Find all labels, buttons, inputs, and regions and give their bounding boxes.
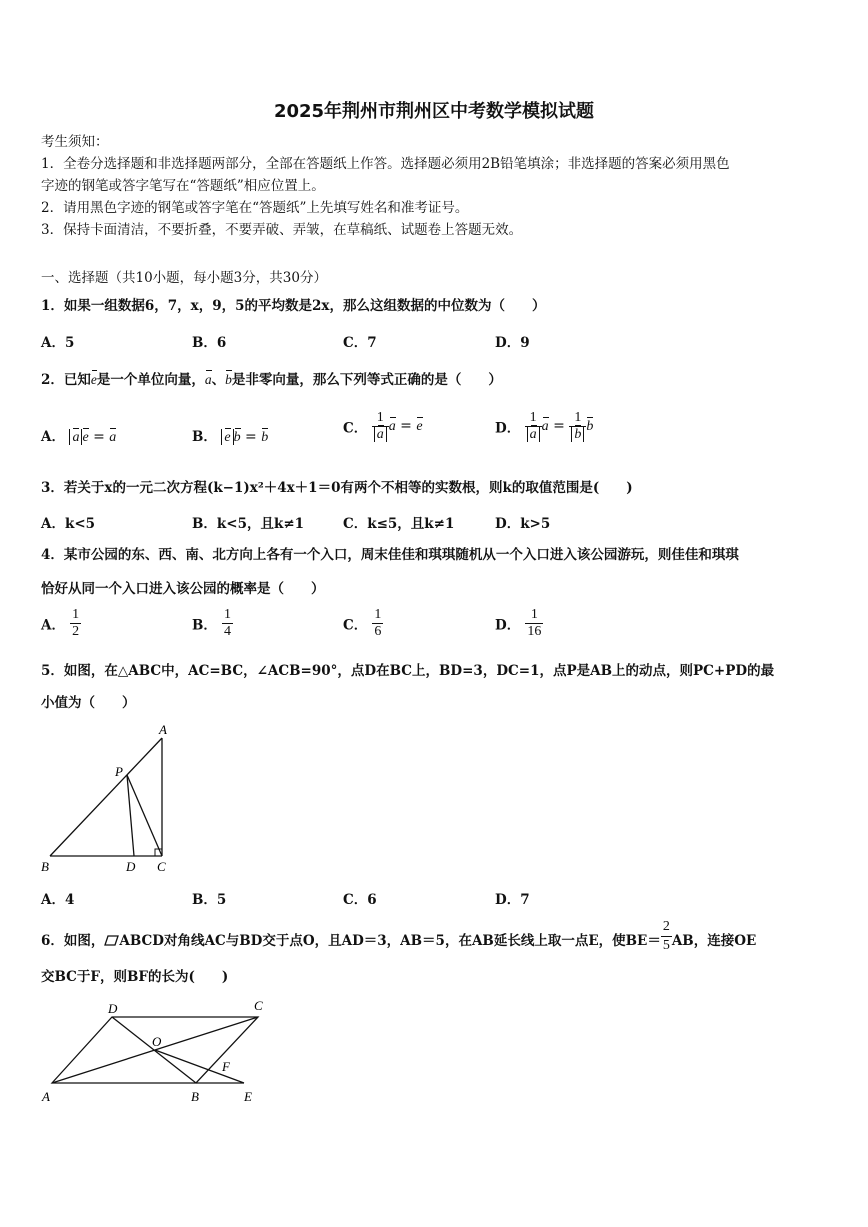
label-d: D [108,1001,118,1016]
question-1-option-c: C．7 [343,335,377,351]
numerator: 1 [376,410,384,425]
math-b: b [586,418,594,434]
notice-item-3: 3．保持卡面清洁，不要折叠，不要弄破、弄皱，在草稿纸、试题卷上答题无效。 [41,222,523,238]
question-6-stem-line-1 [41,919,757,955]
fraction [222,607,233,640]
question-4-option-b [192,607,233,640]
question-6-stem-part-3: AB，连接OE [671,933,757,949]
fraction-two-fifths [661,918,672,955]
option-label: D． [495,617,521,634]
question-6-stem-line-2: 交BC于F，则BF的长为( ) [41,969,229,985]
math-a: a [529,427,537,442]
vector-a: a [204,372,212,387]
label-a: A [159,722,167,737]
question-2-stem-part-1: 2．已知 [41,372,91,388]
math-eq: = [93,429,105,445]
parallelogram-figure [36,995,276,1110]
numerator: 1 [374,607,382,622]
label-c: C [254,998,263,1013]
question-1-option-d: D．9 [495,335,530,351]
question-5-stem-line-1: 5．如图，在△ABC中，AC=BC，∠ACB=90°，点D在BC上，BD=3，DC=1，点P是AB上的动点，则PC+PD的最 [41,663,775,679]
option-label: A． [41,617,65,634]
math-e: e [416,419,423,434]
label-c: C [157,859,166,874]
segment-oe [155,1050,244,1083]
notice-item-2: 2．请用黑色字迹的钢笔或答字笔在“答题纸”上先填写姓名和准考证号。 [41,200,469,216]
fraction [70,607,81,640]
diagonal-bd [112,1017,196,1083]
segment-pc [127,775,162,856]
question-2-option-a [41,425,116,446]
numerator: 1 [574,410,582,425]
option-label: C． [343,617,368,634]
label-p: P [115,764,123,779]
math-e: e [224,430,231,445]
fraction [372,607,383,640]
question-3-option-d: D．k>5 [495,516,551,532]
math-a: a [541,419,549,434]
question-5-stem-line-2: 小值为（ ） [41,695,136,711]
math-e: e [82,430,89,445]
label-b: B [41,859,49,874]
question-1-option-b: B．6 [192,335,227,351]
math-eq: = [400,418,412,434]
math-b: b [233,430,241,445]
label-b: B [191,1089,199,1104]
vector-b: b [225,372,232,387]
question-6-stem-part-1: 6．如图， [41,933,105,949]
fraction [525,607,543,640]
label-a: A [42,1089,50,1104]
math-a: a [72,430,80,445]
question-5-option-b: B．5 [192,892,227,908]
label-o: O [152,1034,162,1049]
question-2-stem-part-2: 是一个单位向量， [96,372,205,388]
math-a: a [376,427,384,442]
fraction [372,410,389,443]
question-2-stem [41,371,502,389]
question-3-option-b: B．k<5，且k≠1 [192,516,305,532]
question-6-stem-part-2: ABCD对角线AC与BD交于点O，且AD＝3，AB＝5，在AB延长线上取一点E，使BE＝ [119,933,661,949]
numerator: 2 [662,919,670,934]
notice-item-1-line-1: 1．全卷分选择题和非选择题两部分，全部在答题纸上作答。选择题必须用2B铅笔填涂；非选择题的答案必须用黑色 [41,156,730,172]
question-2-option-d [495,410,593,443]
option-label: C． [343,420,368,437]
question-2-stem-sep: 、 [211,372,226,388]
question-5-option-a: A．4 [41,892,75,908]
question-4-stem-line-1: 4．某市公园的东、西、南、北方向上各有一个入口，周末佳佳和琪琪随机从一个入口进入该公园游玩，则佳佳和琪琪 [41,547,739,563]
question-2-option-b [192,425,268,446]
option-label: D． [495,420,521,437]
math-eq: = [245,429,257,445]
question-5-option-c: C．6 [343,892,377,908]
denominator: 5 [662,938,670,953]
question-5-option-d: D．7 [495,892,530,908]
numerator: 1 [72,607,80,622]
question-3-option-a: A．k<5 [41,516,96,532]
question-1-stem: 1．如果一组数据6，7，x，9，5的平均数是2x，那么这组数据的中位数为（ ） [41,298,546,314]
question-3-option-c: C．k≤5，且k≠1 [343,516,455,532]
question-4-option-a [41,607,81,640]
question-2-stem-part-3: 是非零向量，那么下列等式正确的是（ ） [231,372,502,388]
math-b: b [574,427,582,442]
numerator: 1 [530,607,538,622]
denominator: 4 [224,624,232,639]
label-d: D [126,859,136,874]
question-4-option-c [343,607,383,640]
parallelogram-symbol [104,935,119,946]
math-a: a [388,419,396,434]
question-4-stem-line-2: 恰好从同一个入口进入该公园的概率是（ ） [41,581,325,597]
label-e: E [244,1089,252,1104]
option-label: A． [41,429,65,445]
segment-ab [50,738,162,856]
page-title: 2025年荆州市荆州区中考数学模拟试题 [273,101,595,122]
denominator: 16 [527,624,542,639]
fraction [525,410,542,443]
question-3-stem: 3．若关于x的一元二次方程(k−1)x²＋4x＋1＝0有两个不相等的实数根，则k的取值范围是( ) [41,480,633,496]
denominator: 2 [72,624,80,639]
question-4-option-d [495,607,543,640]
math-b: b [261,430,269,445]
question-2-option-c [343,410,423,443]
math-eq: = [553,418,565,434]
vector-e: e [90,372,97,387]
fraction [569,410,586,443]
section-heading: 一、选择题（共10小题，每小题3分，共30分） [41,270,327,286]
denominator: 6 [374,624,382,639]
numerator: 1 [529,410,537,425]
notice-heading: 考生须知： [41,134,109,150]
triangle-figure [36,720,186,876]
notice-item-1-line-2: 字迹的钢笔或答字笔写在“答题纸”相应位置上。 [41,178,325,194]
question-1-option-a: A．5 [41,335,75,351]
option-label: B． [192,429,217,445]
option-label: B． [192,617,217,634]
label-f: F [222,1059,230,1074]
numerator: 1 [224,607,232,622]
math-a: a [109,430,117,445]
